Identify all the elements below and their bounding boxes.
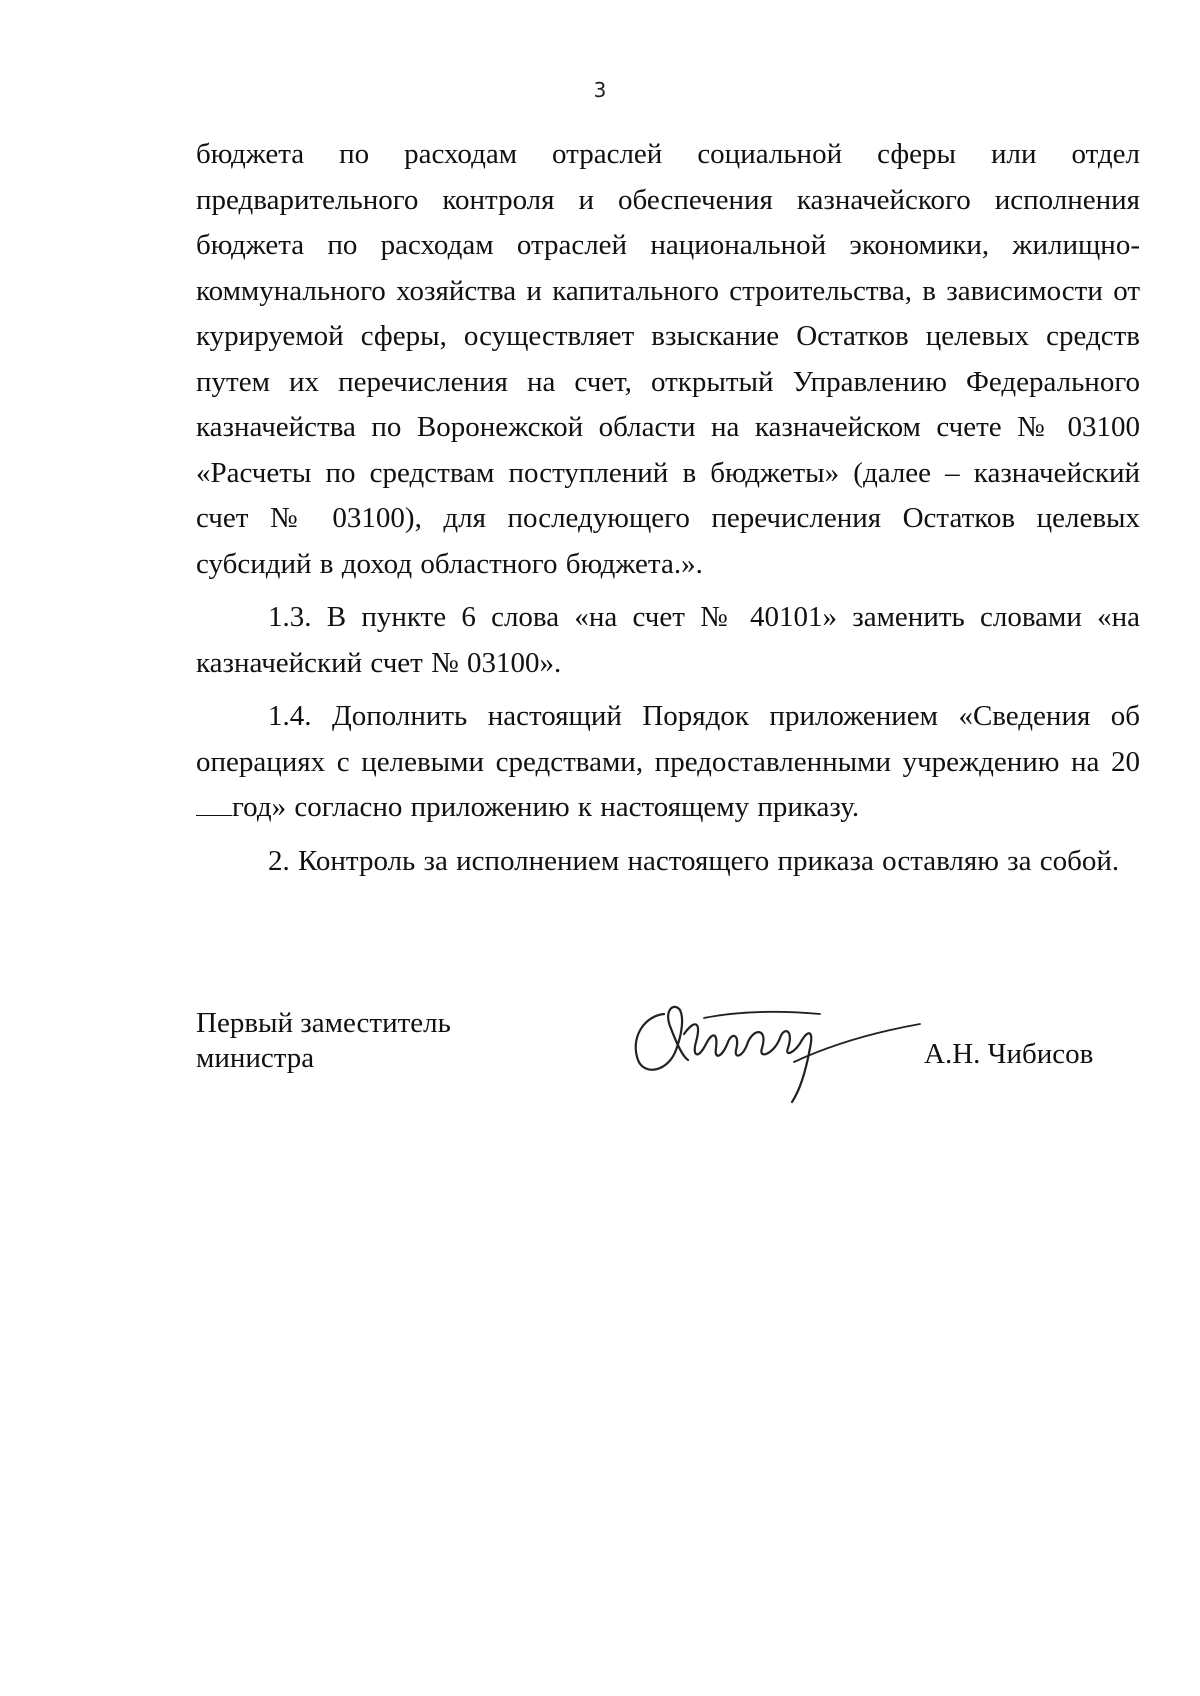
year-blank-line: [196, 795, 232, 816]
document-body: [196, 132, 1140, 892]
paragraph-continuation: бюджета по расходам отраслей социальной сферы или отдел предварительного контроля и обеспечения казначейского исполнения бюджета по расходам отраслей национальной экономики, жилищно-коммунального хозяйства и капитального строительства, в зависимости от курируемой сферы, осуществляет взыскание Остатков целевых средств путем их перечисления на счет, открытый Управлению Федерального казначейства по Воронежской области на казначейском счете № 03100 «Расчеты по средствам поступлений в бюджеты» (далее – казначейский счет № 03100), для последующего перечисления Остатков целевых субсидий в доход областного бюджета.».: [196, 138, 1140, 580]
signatory-position-line-2: министра: [196, 1042, 315, 1074]
paragraph-1-4: [196, 694, 1140, 831]
year-prefix: 20: [1111, 745, 1141, 778]
handwritten-signature: [624, 990, 924, 1110]
paragraph-2: 2. Контроль за исполнением настоящего приказа оставляю за собой.: [268, 844, 1120, 877]
signatory-name: А.Н. Чибисов: [924, 1038, 1094, 1070]
paragraph-1-4-main: 1.4. Дополнить настоящий Порядок приложением «Сведения об операциях с целевыми средствами, предоставленными учреждению на: [196, 700, 1140, 778]
paragraph-1-3: 1.3. В пункте 6 слова «на счет № 40101» заменить словами «на казначейский счет № 03100».: [196, 601, 1140, 679]
signatory-position-line-1: Первый заместитель: [196, 1007, 451, 1039]
page-number: 3: [593, 78, 607, 102]
signatory-position: [196, 1006, 451, 1076]
paragraph-1-4-tail: год» согласно приложению к настоящему приказу.: [232, 791, 860, 823]
